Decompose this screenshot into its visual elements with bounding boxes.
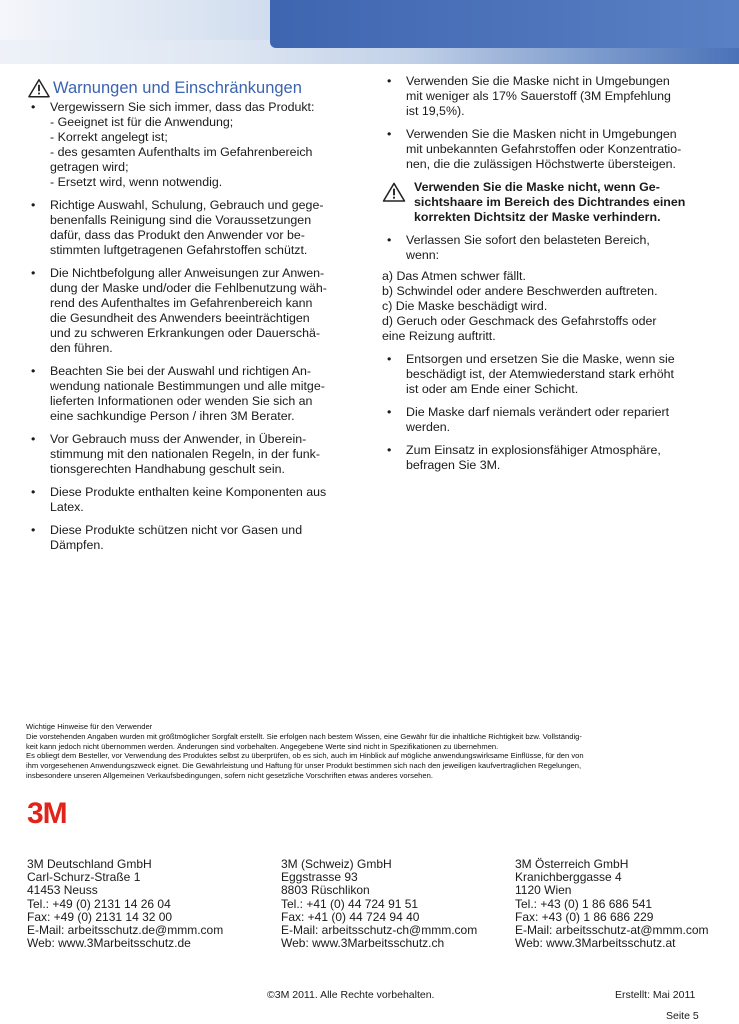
right-column [382,74,712,481]
left-warning-list [26,100,348,553]
right-warning-list-a [382,74,712,172]
list-item: • Zum Einsatz in explosionsfähiger Atmosphäre, befragen Sie 3M. [387,443,661,472]
created-date: Erstellt: Mai 2011 [615,989,696,1001]
address-switzerland: 3M (Schweiz) GmbH Eggstrasse 93 8803 Rüschlikon Tel.: +41 (0) 44 724 91 51 Fax: +41 (0) 44 724 94 40 E-Mail: arbeitsschutz-ch@mmm.com Web: www.3Marbeitsschutz.ch [281,857,478,951]
list-item: • Richtige Auswahl, Schulung, Gebrauch und gege- benenfalls Reinigung sind die Voraussetzungen dafür, dass das Produkt den Anwender vor be- stimmten luftgetragenen Gefahrstoffen schützt. [31,198,324,257]
page-number: Seite 5 [666,1010,699,1022]
warning-triangle-icon [382,182,406,202]
section-title-text: Warnungen und Einschränkungen [53,78,302,97]
right-warning-list-b [382,233,712,473]
3m-logo: 3M [27,797,67,830]
list-item: • Diese Produkte enthalten keine Komponenten aus Latex. [31,485,327,514]
list-item: • Diese Produkte schützen nicht vor Gasen und Dämpfen. [31,523,303,552]
list-item: • Die Nichtbefolgung aller Anweisungen zur Anwen- dung der Maske und/oder die Fehlbenutzung wäh- rend des Aufenthaltes im Gefahrenbereich kann die Gesundheit des Anwenders beeinträchtigen und zu schweren Erkrankungen oder Dauerschä- den führen. [31,266,327,355]
list-item: • Die Maske darf niemals verändert oder repariert werden. [387,405,670,434]
list-item: • Vor Gebrauch muss der Anwender, in Überein- stimmung mit den nationalen Regeln, in der funk- tionsgerechten Handhabung geschult sein. [31,432,320,476]
warning-triangle-icon [28,78,50,98]
list-item: • Verwenden Sie die Masken nicht in Umgebungen mit unbekannten Gefahrstoffen oder Konzentratio- nen, die die zulässigen Höchstwerte übersteigen. [387,127,682,171]
header-banner [0,0,739,64]
list-item: • Entsorgen und ersetzen Sie die Maske, wenn sie beschädigt ist, der Atemwiederstand stark erhöht ist oder am Ende einer Schicht. [387,352,675,396]
list-item: • Verwenden Sie die Maske nicht in Umgebungen mit weniger als 17% Sauerstoff (3M Empfehlung ist 19,5%). [387,74,671,118]
bold-warning: Verwenden Sie die Maske nicht, wenn Ge- sichtshaare im Bereich des Dichtrandes einen korrekten Dichtsitz der Maske verhindern. [382,180,712,225]
section-title [28,78,348,98]
legal-notice: Wichtige Hinweise für den Verwender Die vorstehenden Angaben wurden mit größtmöglicher Sorgfalt erstellt. Sie erfolgen nach bestem Wissen, eine Gewähr für die inhaltliche Richtigkeit bzw. Vollständig- keit kann jedoch nicht übernommen werden. Änderungen sind vorbehalten. Angegebene Werte sind nicht in Spezifikationen zu übernehmen. Es obliegt dem Besteller, vor Verwendung des Produktes selbst zu überprüfen, ob es sich, auch im Hinblick auf mögliche anwendungswirksame Einflüsse, für den von ihm vorgesehenen Anwendungszweck eignet. Die Gewährleistung und Haftung für unser Produkt bestimmen sich nach den jeweiligen kaufvertraglichen Regelungen, insbesondere unseren Allgemeinen Verkaufsbedingungen, sofern nicht gesetzliche Vorschriften etwas anderes vorsehen. [26,722,584,780]
list-item: • Vergewissern Sie sich immer, dass das Produkt: - Geeignet ist für die Anwendung; - Korrekt angelegt ist; - des gesamten Aufenthalts im Gefahrenbereich getragen wird; - Ersetzt wird, wenn notwendig. [31,100,315,189]
list-item: • Beachten Sie bei der Auswahl und richtigen An- wendung nationale Bestimmungen und alle mitge- lieferten Informationen oder wenden Sie sich an eine sachkundige Person / ihren 3M Berater. [31,364,325,423]
list-item: • Verlassen Sie sofort den belasteten Bereich, wenn: a) Das Atmen schwer fällt. b) Schwindel oder andere Beschwerden auftreten. c) Die Maske beschädigt wird. d) Geruch oder Geschmack des Gefahrstoffs oder eine Reizung auftritt. [382,233,658,343]
address-germany: 3M Deutschland GmbH Carl-Schurz-Straße 1 41453 Neuss Tel.: +49 (0) 2131 14 26 04 Fax: +49 (0) 2131 14 32 00 E-Mail: arbeitsschutz.de@mmm.com Web: www.3Marbeitsschutz.de [27,857,224,951]
left-column [26,78,348,561]
address-austria: 3M Österreich GmbH Kranichberggasse 4 1120 Wien Tel.: +43 (0) 1 86 686 541 Fax: +43 (0) 1 86 686 229 E-Mail: arbeitsschutz-at@mmm.com Web: www.3Marbeitsschutz.at [515,857,709,951]
copyright-text: ©3M 2011. Alle Rechte vorbehalten. [267,989,435,1001]
